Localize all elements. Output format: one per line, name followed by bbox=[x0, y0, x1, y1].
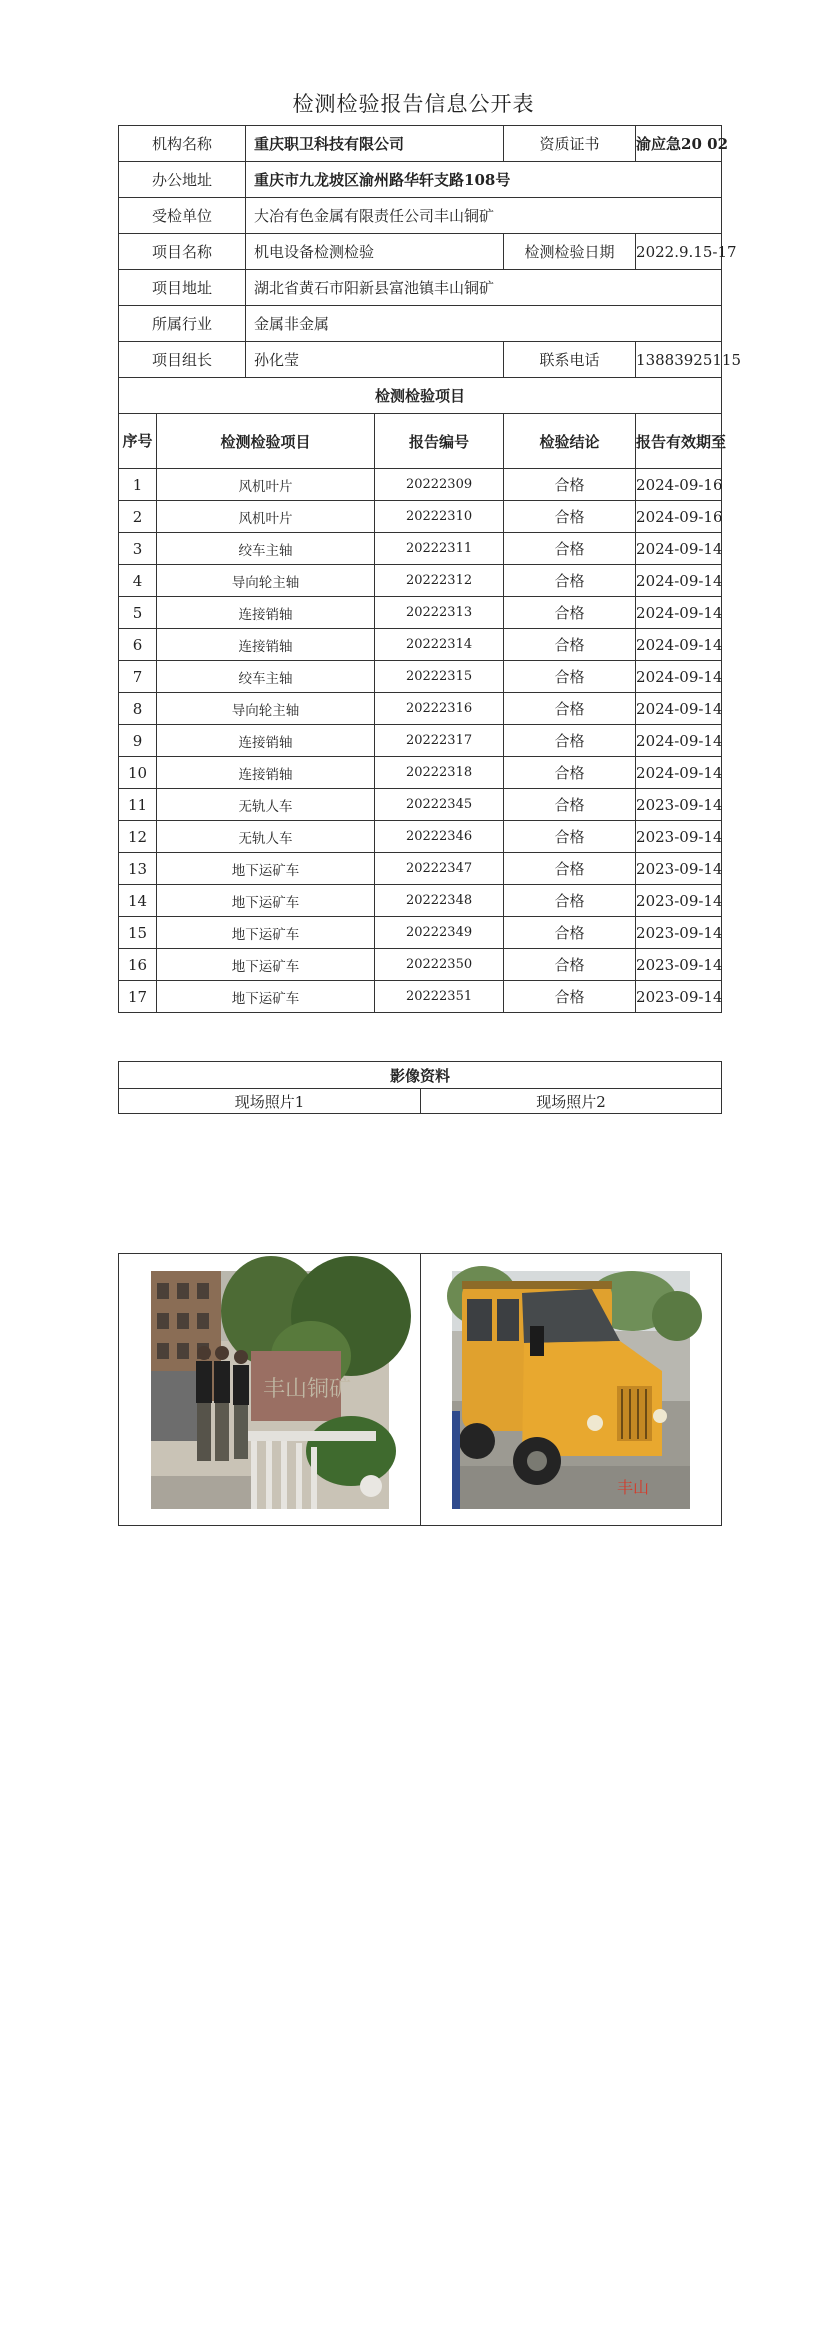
row-conclusion: 合格 bbox=[504, 469, 636, 501]
row-valid-until: 2024-09-14 bbox=[636, 757, 722, 789]
row-valid-until: 2024-09-14 bbox=[636, 661, 722, 693]
row-valid-until: 2024-09-14 bbox=[636, 693, 722, 725]
row-item: 地下运矿车 bbox=[157, 885, 375, 917]
row-valid-until: 2023-09-14 bbox=[636, 981, 722, 1013]
row-seq: 14 bbox=[119, 885, 157, 917]
table-row bbox=[119, 661, 722, 693]
row-report-no: 20222351 bbox=[375, 981, 504, 1013]
org-label: 机构名称 bbox=[119, 126, 246, 162]
row-item: 无轨人车 bbox=[157, 821, 375, 853]
site-value: 湖北省黄石市阳新县富池镇丰山铜矿 bbox=[246, 270, 722, 306]
row-seq: 16 bbox=[119, 949, 157, 981]
phone-value: 13883925115 bbox=[636, 342, 722, 378]
photo2-watermark-text: 丰山 bbox=[617, 1477, 650, 1497]
table-row bbox=[119, 533, 722, 565]
org-value: 重庆职卫科技有限公司 bbox=[246, 126, 504, 162]
photos-table bbox=[118, 1253, 722, 1526]
row-report-no: 20222347 bbox=[375, 853, 504, 885]
info-table bbox=[118, 125, 742, 1013]
header-report-no: 报告编号 bbox=[375, 414, 504, 469]
row-valid-until: 2023-09-14 bbox=[636, 821, 722, 853]
row-report-no: 20222317 bbox=[375, 725, 504, 757]
row-report-no: 20222315 bbox=[375, 661, 504, 693]
row-item: 地下运矿车 bbox=[157, 917, 375, 949]
row-item: 风机叶片 bbox=[157, 501, 375, 533]
row-conclusion: 合格 bbox=[504, 789, 636, 821]
items-body bbox=[119, 469, 722, 1013]
row-report-no: 20222316 bbox=[375, 693, 504, 725]
address-label: 办公地址 bbox=[119, 162, 246, 198]
row-conclusion: 合格 bbox=[504, 501, 636, 533]
leader-value: 孙化莹 bbox=[246, 342, 504, 378]
row-seq: 11 bbox=[119, 789, 157, 821]
row-item: 连接销轴 bbox=[157, 629, 375, 661]
header-valid-until: 报告有效期至 bbox=[636, 414, 722, 469]
photo2-image bbox=[452, 1271, 690, 1509]
photo1-cell bbox=[119, 1254, 421, 1526]
row-valid-until: 2024-09-14 bbox=[636, 629, 722, 661]
row-valid-until: 2023-09-14 bbox=[636, 949, 722, 981]
row-seq: 6 bbox=[119, 629, 157, 661]
row-conclusion: 合格 bbox=[504, 949, 636, 981]
project-label: 项目名称 bbox=[119, 234, 246, 270]
items-header-row bbox=[119, 414, 722, 469]
row-valid-until: 2023-09-14 bbox=[636, 853, 722, 885]
cert-value: 渝应急20 02 bbox=[636, 126, 722, 162]
row-report-no: 20222345 bbox=[375, 789, 504, 821]
row-report-no: 20222349 bbox=[375, 917, 504, 949]
date-value: 2022.9.15-17 bbox=[636, 234, 722, 270]
row-valid-until: 2024-09-14 bbox=[636, 597, 722, 629]
row-item: 地下运矿车 bbox=[157, 981, 375, 1013]
row-seq: 17 bbox=[119, 981, 157, 1013]
table-row bbox=[119, 597, 722, 629]
table-row bbox=[119, 949, 722, 981]
row-conclusion: 合格 bbox=[504, 757, 636, 789]
row-item: 地下运矿车 bbox=[157, 853, 375, 885]
row-conclusion: 合格 bbox=[504, 597, 636, 629]
row-report-no: 20222313 bbox=[375, 597, 504, 629]
row-report-no: 20222346 bbox=[375, 821, 504, 853]
table-row bbox=[119, 789, 722, 821]
page-title: 检测检验报告信息公开表 bbox=[292, 92, 535, 116]
row-seq: 9 bbox=[119, 725, 157, 757]
row-conclusion: 合格 bbox=[504, 629, 636, 661]
row-valid-until: 2024-09-14 bbox=[636, 533, 722, 565]
row-valid-until: 2023-09-14 bbox=[636, 917, 722, 949]
row-valid-until: 2024-09-16 bbox=[636, 501, 722, 533]
row-item: 地下运矿车 bbox=[157, 949, 375, 981]
row-report-no: 20222309 bbox=[375, 469, 504, 501]
client-label: 受检单位 bbox=[119, 198, 246, 234]
table-row bbox=[119, 853, 722, 885]
row-conclusion: 合格 bbox=[504, 821, 636, 853]
row-seq: 2 bbox=[119, 501, 157, 533]
row-valid-until: 2024-09-14 bbox=[636, 725, 722, 757]
table-row bbox=[119, 565, 722, 597]
table-row bbox=[119, 885, 722, 917]
row-seq: 4 bbox=[119, 565, 157, 597]
row-item: 无轨人车 bbox=[157, 789, 375, 821]
row-seq: 10 bbox=[119, 757, 157, 789]
images-section-title: 影像资料 bbox=[119, 1062, 722, 1089]
row-item: 绞车主轴 bbox=[157, 533, 375, 565]
date-label: 检测检验日期 bbox=[504, 234, 636, 270]
site-label: 项目地址 bbox=[119, 270, 246, 306]
photo2-label: 现场照片2 bbox=[421, 1089, 722, 1114]
row-item: 导向轮主轴 bbox=[157, 565, 375, 597]
row-report-no: 20222348 bbox=[375, 885, 504, 917]
row-conclusion: 合格 bbox=[504, 885, 636, 917]
row-report-no: 20222318 bbox=[375, 757, 504, 789]
row-seq: 3 bbox=[119, 533, 157, 565]
table-row bbox=[119, 469, 722, 501]
row-report-no: 20222310 bbox=[375, 501, 504, 533]
row-seq: 1 bbox=[119, 469, 157, 501]
phone-label: 联系电话 bbox=[504, 342, 636, 378]
row-conclusion: 合格 bbox=[504, 661, 636, 693]
row-item: 导向轮主轴 bbox=[157, 693, 375, 725]
table-row bbox=[119, 693, 722, 725]
industry-value: 金属非金属 bbox=[246, 306, 722, 342]
table-row bbox=[119, 821, 722, 853]
row-item: 连接销轴 bbox=[157, 757, 375, 789]
row-valid-until: 2024-09-16 bbox=[636, 469, 722, 501]
table-row bbox=[119, 629, 722, 661]
table-row bbox=[119, 981, 722, 1013]
header-seq: 序号 bbox=[119, 414, 157, 469]
row-seq: 15 bbox=[119, 917, 157, 949]
row-seq: 7 bbox=[119, 661, 157, 693]
row-report-no: 20222314 bbox=[375, 629, 504, 661]
client-value: 大冶有色金属有限责任公司丰山铜矿 bbox=[246, 198, 722, 234]
table-row bbox=[119, 725, 722, 757]
project-value: 机电设备检测检验 bbox=[246, 234, 504, 270]
cert-label: 资质证书 bbox=[504, 126, 636, 162]
row-valid-until: 2023-09-14 bbox=[636, 885, 722, 917]
row-seq: 5 bbox=[119, 597, 157, 629]
address-value: 重庆市九龙坡区渝州路华轩支路108号 bbox=[246, 162, 722, 198]
row-item: 连接销轴 bbox=[157, 725, 375, 757]
header-item: 检测检验项目 bbox=[157, 414, 375, 469]
row-seq: 8 bbox=[119, 693, 157, 725]
row-report-no: 20222311 bbox=[375, 533, 504, 565]
row-conclusion: 合格 bbox=[504, 565, 636, 597]
photo1-label: 现场照片1 bbox=[119, 1089, 421, 1114]
row-seq: 13 bbox=[119, 853, 157, 885]
photo1-sign-text: 丰山铜矿 bbox=[262, 1376, 351, 1402]
row-item: 风机叶片 bbox=[157, 469, 375, 501]
row-item: 连接销轴 bbox=[157, 597, 375, 629]
table-row bbox=[119, 501, 722, 533]
row-seq: 12 bbox=[119, 821, 157, 853]
row-conclusion: 合格 bbox=[504, 693, 636, 725]
row-report-no: 20222350 bbox=[375, 949, 504, 981]
photo1-image bbox=[151, 1271, 389, 1509]
images-table bbox=[118, 1061, 722, 1114]
table-row bbox=[119, 917, 722, 949]
leader-label: 项目组长 bbox=[119, 342, 246, 378]
industry-label: 所属行业 bbox=[119, 306, 246, 342]
table-row bbox=[119, 757, 722, 789]
row-conclusion: 合格 bbox=[504, 725, 636, 757]
row-conclusion: 合格 bbox=[504, 917, 636, 949]
header-conclusion: 检验结论 bbox=[504, 414, 636, 469]
row-item: 绞车主轴 bbox=[157, 661, 375, 693]
row-conclusion: 合格 bbox=[504, 533, 636, 565]
row-valid-until: 2023-09-14 bbox=[636, 789, 722, 821]
row-valid-until: 2024-09-14 bbox=[636, 565, 722, 597]
row-conclusion: 合格 bbox=[504, 853, 636, 885]
items-section-title: 检测检验项目 bbox=[119, 378, 722, 414]
row-conclusion: 合格 bbox=[504, 981, 636, 1013]
photo2-cell bbox=[421, 1254, 722, 1526]
row-report-no: 20222312 bbox=[375, 565, 504, 597]
